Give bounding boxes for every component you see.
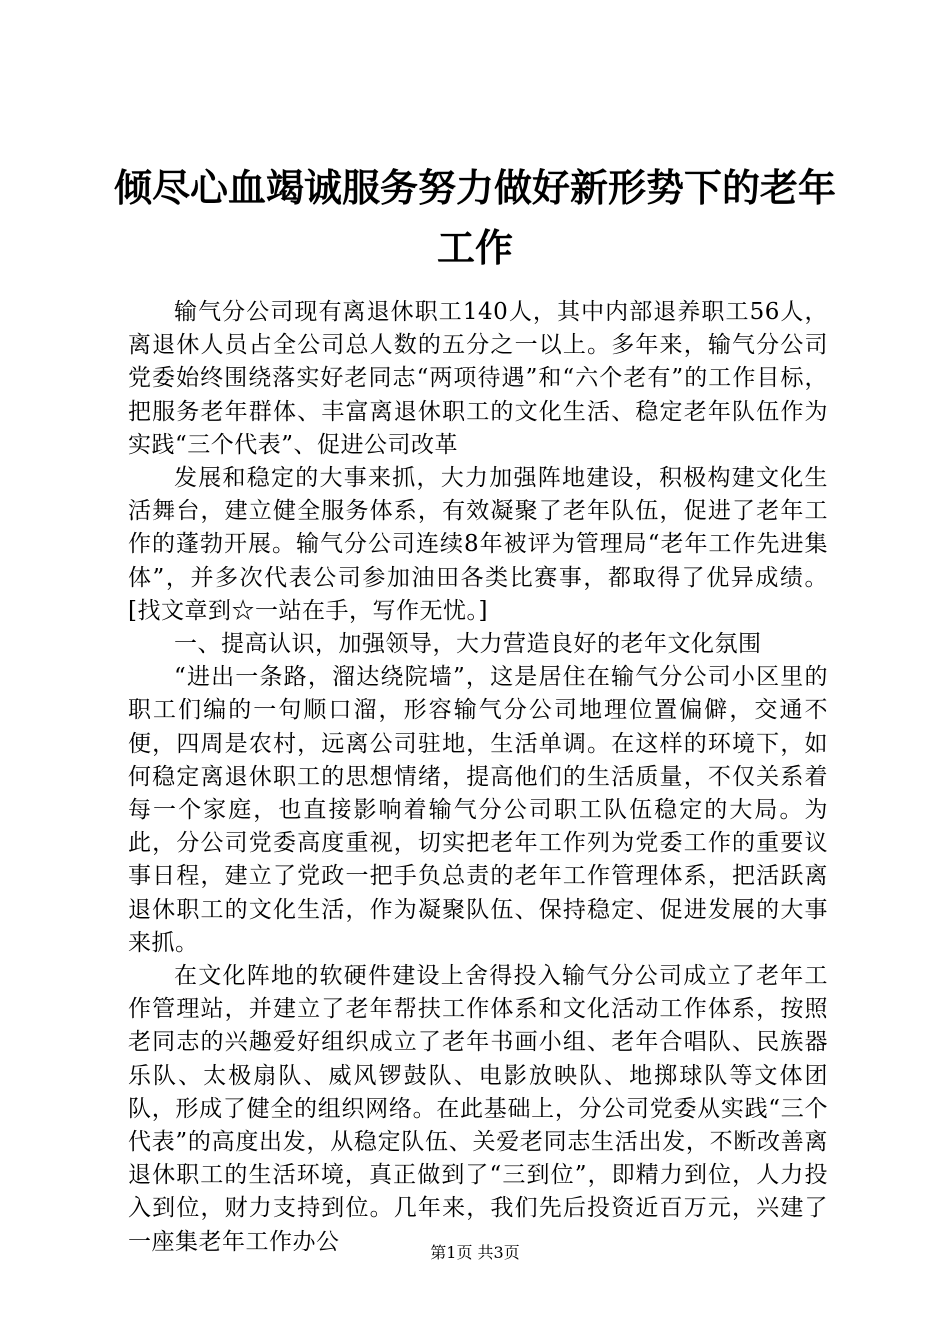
section-heading: 一、提高认识，加强领导，大力营造良好的老年文化氛围 — [174, 631, 762, 658]
document-body — [128, 296, 828, 1259]
paragraph: “进出一条路，溜达绕院墙”，这是居住在输气分公司小区里的职工们编的一句顺口溜，形容输气分公司地理位置偏僻，交通不便，四周是农村，远离公司驻地，生活单调。在这样的环境下，如何稳定离退休职工的思想情绪，提高他们的生活质量，不仅关系着每一个家庭，也直接影响着输气分公司职工队伍稳定的大局。为此，分公司党委高度重视，切实把老年工作列为党委工作的重要议事日程，建立了党政一把手负总责的老年工作管理体系，把活跃离退休职工的文化生活，作为凝聚队伍、保持稳定、促进发展的大事来抓。 — [128, 664, 828, 956]
paragraph: 输气分公司现有离退休职工140人，其中内部退养职工56人，离退休人员占全公司总人数的五分之一以上。多年来，输气分公司党委始终围绕落实好老同志“两项待遇”和“六个老有”的工作目标，把服务老年群体、丰富离退休职工的文化生活、稳定老年队伍作为实践“三个代表”、促进公司改革 — [128, 299, 828, 458]
paragraph: 发展和稳定的大事来抓，大力加强阵地建设，积极构建文化生活舞台，建立健全服务体系，有效凝聚了老年队伍，促进了老年工作的蓬勃开展。输气分公司连续8年被评为管理局“老年工作先进集体”，并多次代表公司参加油田各类比赛事，都取得了优异成绩。[找文章到☆一站在手，写作无忧。] — [128, 465, 828, 624]
paragraph: 在文化阵地的软硬件建设上舍得投入输气分公司成立了老年工作管理站，并建立了老年帮扶工作体系和文化活动工作体系，按照老同志的兴趣爱好组织成立了老年书画小组、老年合唱队、民族器乐队、太极扇队、威风锣鼓队、电影放映队、地掷球队等文体团队，形成了健全的组织网络。在此基础上，分公司党委从实践“三个代表”的高度出发，从稳定队伍、关爱老同志生活出发，不断改善离退休职工的生活环境，真正做到了“三到位”，即精力到位，人力投入到位，财力支持到位。几年来，我们先后投资近百万元，兴建了一座集老年工作办公 — [128, 963, 828, 1255]
page-number-footer: 第1页 共3页 — [430, 1243, 520, 1262]
document-title: 倾尽心血竭诚服务努力做好新形势下的老年工作 — [113, 165, 836, 270]
